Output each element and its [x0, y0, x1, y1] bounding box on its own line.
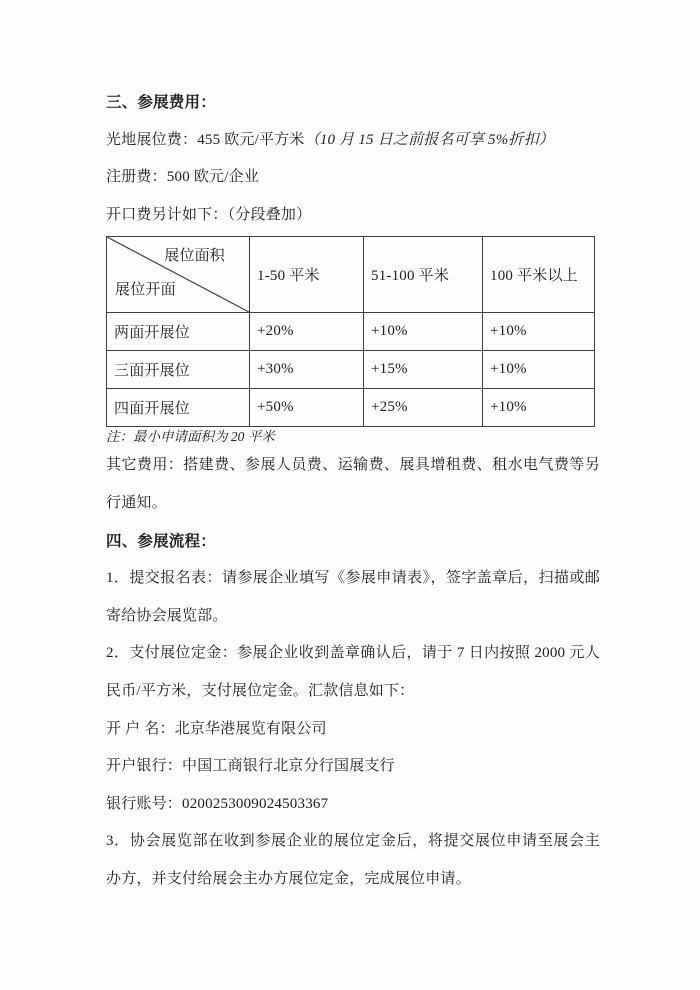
table-row: [107, 351, 595, 389]
table-corner-cell: [107, 237, 250, 313]
booth-fee-text: 光地展位费：455 欧元/平方米: [106, 131, 305, 148]
table-cell: +30%: [250, 351, 364, 389]
bank-account-name-line: 开 户 名：北京华港展览有限公司: [106, 720, 327, 737]
other-fees-line: 其它费用：搭建费、参展人员费、运输费、展具增租费、租水电气费等另行通知。: [106, 457, 600, 511]
table-col-header: 100 平米以上: [483, 237, 595, 313]
process-step-3: 3．协会展览部在收到参展企业的展位定金后，将提交展位申请至展会主办方，并支付给展会主办方展位定金，完成展位申请。: [106, 833, 600, 887]
table-cell: +25%: [364, 389, 483, 427]
bank-name-line: 开户银行：中国工商银行北京分行国展支行: [106, 758, 395, 775]
opening-fee-table: [106, 236, 595, 427]
process-step-1: 1．提交报名表：请参展企业填写《参展申请表》，签字盖章后，扫描或邮寄给协会展览部。: [106, 570, 600, 624]
row-label: 四面开展位: [107, 389, 250, 427]
fees-section-heading: 三、参展费用：: [106, 94, 216, 111]
process-step-2: 2．支付展位定金：参展企业收到盖章确认后，请于 7 日内按照 2000 元人民币/平方米，支付展位定金。汇款信息如下：: [106, 645, 600, 699]
bank-account-number-line: 银行账号：0200253009024503367: [106, 795, 329, 812]
table-cell: +10%: [364, 313, 483, 351]
table-cell: +10%: [483, 351, 595, 389]
table-col-header: 1-50 平米: [250, 237, 364, 313]
corner-label-open-sides: 展位开面: [115, 282, 176, 299]
opening-fee-intro-line: 开口费另计如下：（分段叠加）: [106, 206, 312, 223]
table-row: [107, 313, 595, 351]
table-cell: +50%: [250, 389, 364, 427]
registration-fee-line: 注册费：500 欧元/企业: [106, 169, 260, 186]
corner-label-booth-area: 展位面积: [164, 248, 225, 265]
table-cell: +10%: [483, 389, 595, 427]
table-cell: +15%: [364, 351, 483, 389]
document-body: [106, 84, 600, 899]
table-footnote: 注：最小申请面积为 20 平米: [106, 429, 275, 445]
table-col-header: 51-100 平米: [364, 237, 483, 313]
row-label: 三面开展位: [107, 351, 250, 389]
booth-fee-discount-note: （10 月 15 日之前报名可享 5%折扣）: [304, 131, 555, 148]
table-header-row: [107, 237, 595, 313]
table-row: [107, 389, 595, 427]
table-cell: +10%: [483, 313, 595, 351]
table-cell: +20%: [250, 313, 364, 351]
process-section-heading: 四、参展流程：: [106, 532, 216, 550]
booth-fee-line: [106, 122, 600, 160]
row-label: 两面开展位: [107, 313, 250, 351]
